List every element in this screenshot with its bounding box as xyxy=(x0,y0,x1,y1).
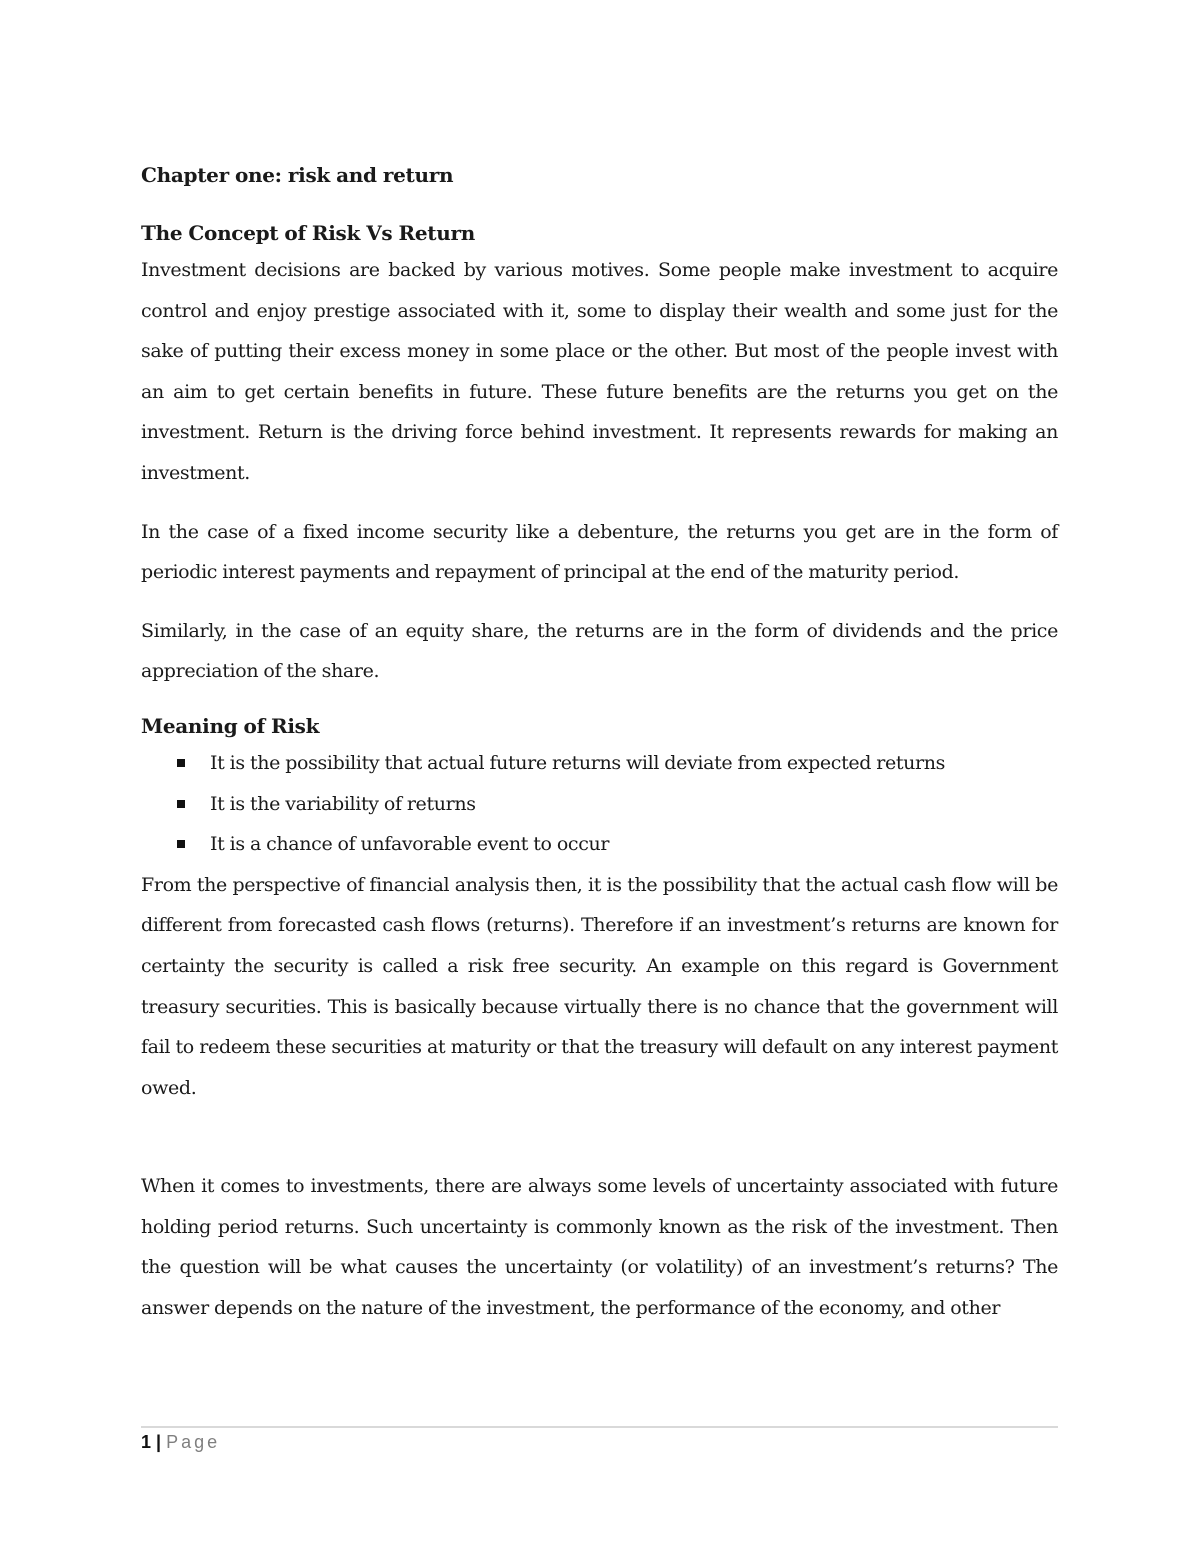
paragraph-equity-share: Similarly, in the case of an equity share, the returns are in the form of dividends and the price appreciation of the share. xyxy=(141,619,1058,683)
chapter-title: Chapter one: risk and return xyxy=(141,163,454,187)
square-bullet-icon xyxy=(177,840,185,848)
page-label: Page xyxy=(166,1432,221,1452)
list-item-text: It is a chance of unfavorable event to occur xyxy=(210,833,610,856)
page-number: 1 xyxy=(141,1432,152,1452)
risk-definition-list xyxy=(141,743,1058,865)
page-separator: | xyxy=(156,1432,162,1452)
list-item-text: It is the variability of returns xyxy=(210,792,476,815)
document-body xyxy=(141,158,1058,1329)
list-item-text: It is the possibility that actual future returns will deviate from expected returns xyxy=(210,751,946,774)
paragraph-investment-motives: Investment decisions are backed by various motives. Some people make investment to acquire control and enjoy prestige associated with it, some to display their wealth and some just for the sake of putting their excess money in some place or the other. But most of the people invest with an aim to get certain benefits in future. These future benefits are the returns you get on the investment. Return is the driving force behind investment. It represents rewards for making an investment. xyxy=(141,259,1058,484)
section-heading-meaning-of-risk: Meaning of Risk xyxy=(141,713,320,738)
section-heading-concept: The Concept of Risk Vs Return xyxy=(141,221,475,245)
list-item xyxy=(141,743,1058,784)
paragraph-uncertainty: When it comes to investments, there are always some levels of uncertainty associated with future holding period returns. Such uncertainty is commonly known as the risk of the investment. Then the question will be what causes the uncertainty (or volatility) of an investment’s returns? The answer depends on the nature of the investment, the performance of the economy, and other xyxy=(141,1175,1058,1320)
list-item xyxy=(141,824,1058,865)
paragraph-financial-analysis: From the perspective of financial analysis then, it is the possibility that the actual cash flow will be different from forecasted cash flows (returns). Therefore if an investment’s returns are known for certainty the security is called a risk free security. An example on this regard is Government treasury securities. This is basically because virtually there is no chance that the government will fail to redeem these securities at maturity or that the treasury will default on any interest payment owed. xyxy=(141,873,1058,1099)
paragraph-fixed-income: In the case of a fixed income security like a debenture, the returns you get are in the form of periodic interest payments and repayment of principal at the end of the maturity period. xyxy=(141,520,1058,584)
list-item xyxy=(141,784,1058,825)
page-number-line xyxy=(141,1432,1058,1453)
square-bullet-icon xyxy=(177,800,185,808)
square-bullet-icon xyxy=(177,759,185,767)
page-footer xyxy=(141,1426,1058,1453)
